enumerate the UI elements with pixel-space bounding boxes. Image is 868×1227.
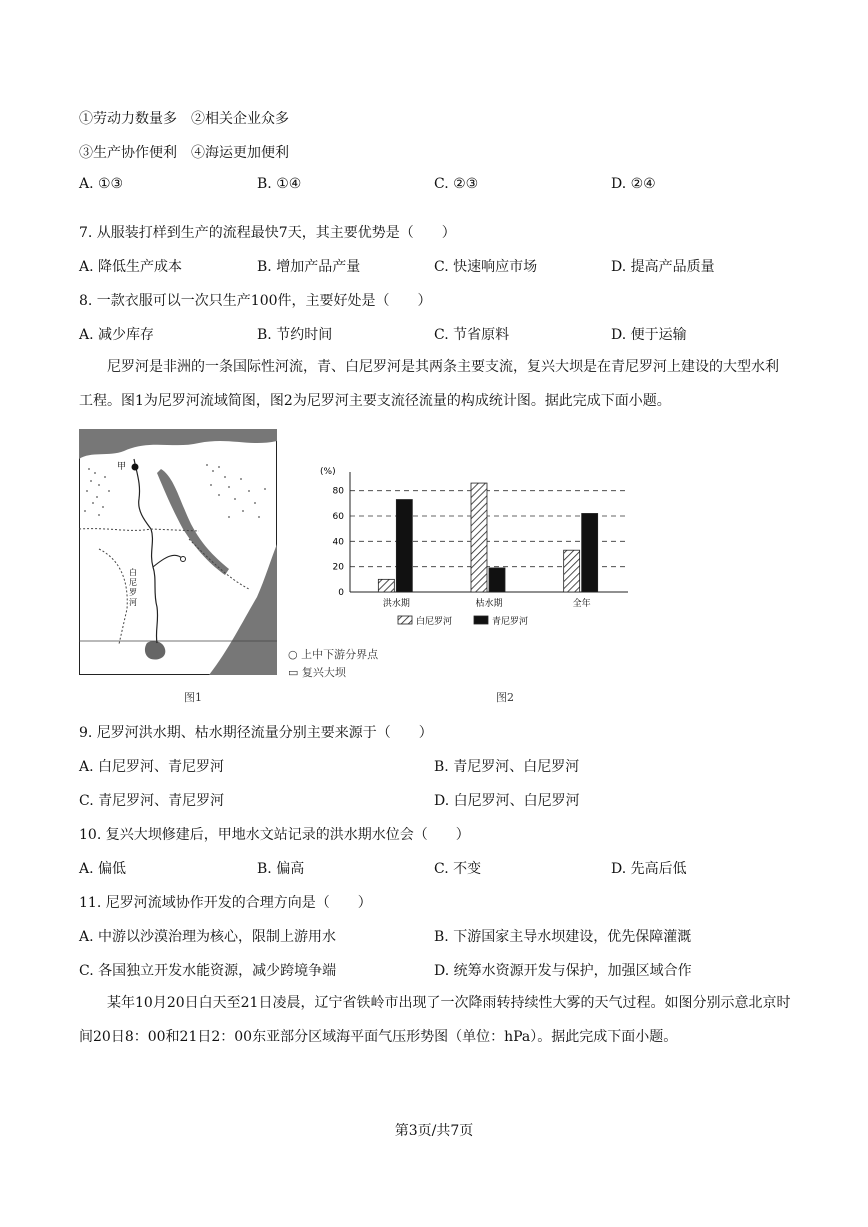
chart-legend-label: 青尼罗河 [492, 617, 529, 627]
passage-nile-text: 尼罗河是非洲的一条国际性河流，青、白尼罗河是其两条主要支流，复兴大坝是在青尼罗河上建设的大型水利工程。图1为尼罗河流域简图，图2为尼罗河主要支流径流量的构成统计图。据此完成下面小题。 [79, 359, 779, 409]
map-label-jia: 甲 [117, 462, 127, 472]
chart-bar-blue-nile [396, 500, 412, 592]
q11-option-b[interactable]: B. 下游国家主导水坝建设，优先保障灌溉 [434, 929, 692, 945]
map-legend-1: ○ 上中下游分界点 [288, 648, 379, 661]
chart-bar-white-nile [564, 550, 580, 592]
q7-option-a[interactable]: A. 降低生产成本 [79, 259, 183, 275]
q6-option-b[interactable]: B. ①④ [257, 176, 302, 192]
map-caption: 图1 [184, 691, 202, 704]
q8-options [79, 324, 779, 344]
chart-y-tick: 0 [338, 588, 344, 598]
nile-basin-map [79, 429, 277, 675]
q10-option-c[interactable]: C. 不变 [434, 861, 482, 877]
chart-bar-blue-nile [489, 568, 505, 592]
chart-legend-swatch [474, 616, 488, 624]
runoff-chart [310, 460, 640, 680]
q8-option-d[interactable]: D. 便于运输 [611, 327, 687, 343]
chart-caption: 图2 [496, 691, 514, 704]
q6-options [79, 176, 779, 196]
q6-statement-2: ③生产协作便利 ④海运更加便利 [79, 145, 289, 161]
q6-option-a[interactable]: A. ①③ [79, 176, 124, 192]
map-label-river: 白尼罗河 [129, 568, 137, 607]
q7-option-c[interactable]: C. 快速响应市场 [434, 259, 538, 275]
q6-statement-1: ①劳动力数量多 ②相关企业众多 [79, 111, 289, 127]
chart-legend-swatch [398, 616, 412, 624]
chart-legend-label: 白尼罗河 [416, 617, 453, 627]
q9-option-b[interactable]: B. 青尼罗河、白尼罗河 [434, 759, 580, 775]
q10-option-a[interactable]: A. 偏低 [79, 861, 127, 877]
chart-bar-blue-nile [582, 513, 598, 592]
page-footer: 第3页/共7页 [394, 1123, 474, 1139]
q9-stem: 9. 尼罗河洪水期、枯水期径流量分别主要来源于（ ） [79, 725, 433, 741]
q7-stem: 7. 从服装打样到生产的流程最快7天，其主要优势是（ ） [79, 225, 456, 241]
q9-option-a[interactable]: A. 白尼罗河、青尼罗河 [79, 759, 225, 775]
map-legend-2: ▭ 复兴大坝 [288, 666, 346, 679]
passage-weather [79, 986, 791, 1054]
q9-options-2 [79, 790, 779, 810]
q10-stem: 10. 复兴大坝修建后，甲地水文站记录的洪水期水位会（ ） [79, 827, 470, 843]
chart-y-tick: 80 [332, 486, 344, 497]
passage-weather-text: 某年10月20日白天至21日凌晨，辽宁省铁岭市出现了一次降雨转持续性大雾的天气过程。如图分别示意北京时间20日8：00和21日2：00东亚部分区域海平面气压形势图（单位：hPa）。据此完成下面小题。 [79, 995, 791, 1045]
q11-option-d[interactable]: D. 统筹水资源开发与保护，加强区域合作 [434, 963, 692, 979]
q7-options [79, 256, 779, 276]
q6-option-d[interactable]: D. ②④ [611, 176, 656, 192]
q7-option-d[interactable]: D. 提高产品质量 [611, 259, 715, 275]
q7-option-b[interactable]: B. 增加产品产量 [257, 259, 361, 275]
chart-y-tick: 40 [332, 537, 344, 548]
q9-option-d[interactable]: D. 白尼罗河、白尼罗河 [434, 793, 580, 809]
q10-option-b[interactable]: B. 偏高 [257, 861, 305, 877]
chart-x-tick: 全年 [572, 599, 591, 609]
q8-option-b[interactable]: B. 节约时间 [257, 327, 333, 343]
passage-nile [79, 350, 791, 418]
q10-option-d[interactable]: D. 先高后低 [611, 861, 687, 877]
chart-x-tick: 洪水期 [382, 599, 410, 609]
chart-y-tick: 60 [332, 512, 344, 522]
q6-option-c[interactable]: C. ②③ [434, 176, 479, 192]
chart-bar-white-nile [378, 579, 394, 592]
q9-option-c[interactable]: C. 青尼罗河、青尼罗河 [79, 793, 225, 809]
q8-option-c[interactable]: C. 节省原料 [434, 327, 510, 343]
q11-option-c[interactable]: C. 各国独立开发水能资源，减少跨境争端 [79, 963, 337, 979]
q11-options-2 [79, 960, 779, 980]
q11-option-a[interactable]: A. 中游以沙漠治理为核心，限制上游用水 [79, 929, 337, 945]
q10-options [79, 858, 779, 878]
chart-y-label: (%) [320, 467, 336, 477]
q9-options [79, 756, 779, 776]
q11-stem: 11. 尼罗河流域协作开发的合理方向是（ ） [79, 895, 372, 911]
chart-bar-white-nile [471, 483, 487, 592]
q8-stem: 8. 一款衣服可以一次只生产100件，主要好处是（ ） [79, 293, 432, 309]
chart-y-tick: 20 [332, 562, 344, 573]
q11-options [79, 926, 779, 946]
q8-option-a[interactable]: A. 减少库存 [79, 327, 155, 343]
chart-x-tick: 枯水期 [475, 599, 503, 609]
